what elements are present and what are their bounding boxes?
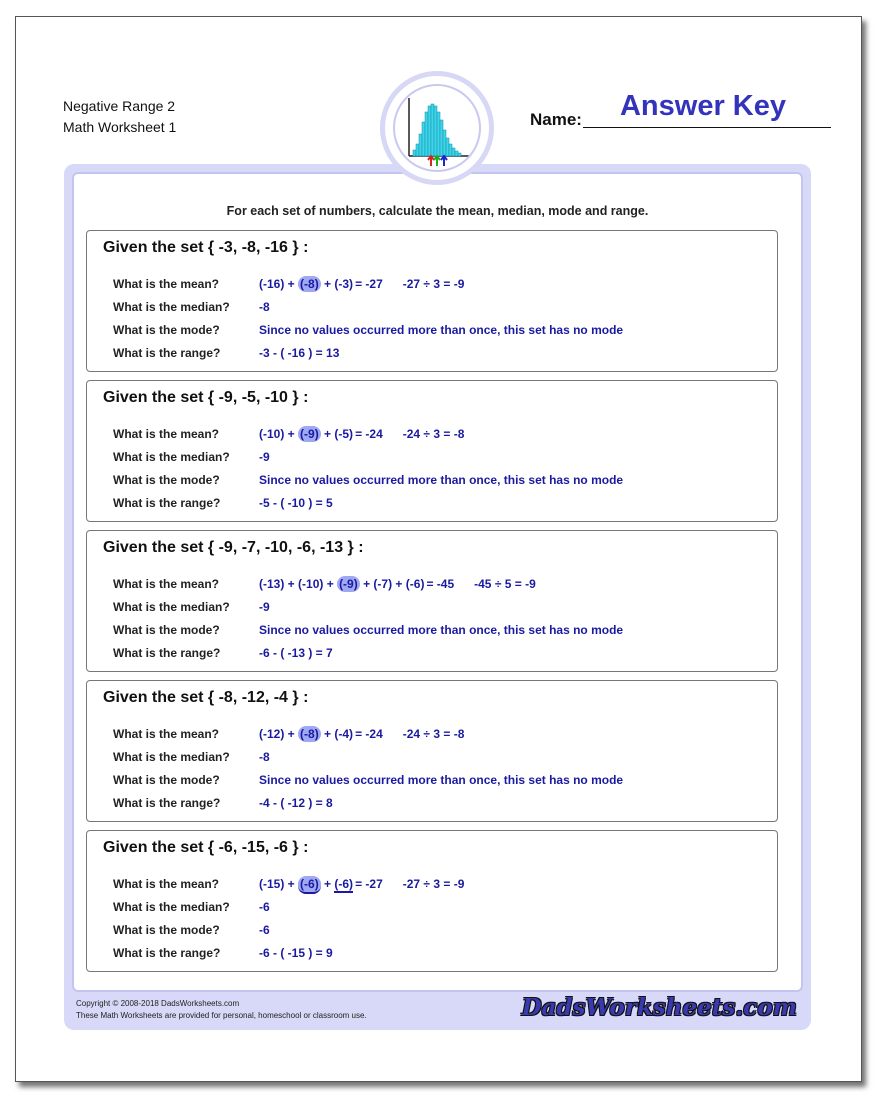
median-question: What is the median? [113, 900, 230, 914]
mean-question: What is the mean? [113, 427, 220, 441]
median-question: What is the median? [113, 750, 230, 764]
mode-question: What is the mode? [113, 923, 220, 937]
range-question: What is the range? [113, 796, 221, 810]
median-answer: -8 [259, 750, 270, 764]
mean-sum: = -24 [355, 727, 383, 741]
range-question: What is the range? [113, 346, 221, 360]
problem-box [86, 830, 778, 972]
median-question: What is the median? [113, 450, 230, 464]
median-question: What is the median? [113, 300, 230, 314]
histogram-icon [395, 86, 479, 170]
problem-box [86, 230, 778, 372]
range-question: What is the range? [113, 646, 221, 660]
usage-notice: These Math Worksheets are provided for personal, homeschool or classroom use. [76, 1011, 367, 1020]
worksheet-body [72, 172, 803, 992]
name-input-line[interactable] [583, 127, 831, 128]
mean-question: What is the mean? [113, 727, 220, 741]
mean-term: (-15) [259, 877, 285, 891]
mean-answer: (-12) + (-8) + (-4) = -24 -24 ÷ 3 = -8 [259, 727, 465, 741]
mean-term: (-9) [339, 577, 358, 591]
range-answer: -3 - ( -16 ) = 13 [259, 346, 340, 360]
range-answer: -4 - ( -12 ) = 8 [259, 796, 333, 810]
mean-division: -27 ÷ 3 = -9 [402, 277, 465, 291]
mean-answer: (-10) + (-9) + (-5) = -24 -24 ÷ 3 = -8 [259, 427, 465, 441]
worksheet-frame [64, 164, 811, 1030]
median-answer: -8 [259, 300, 270, 314]
copyright-text: Copyright © 2008-2018 DadsWorksheets.com [76, 999, 240, 1008]
mean-term: (-8) [300, 277, 319, 291]
mean-question: What is the mean? [113, 877, 220, 891]
mode-question: What is the mode? [113, 323, 220, 337]
mode-answer: Since no values occurred more than once, this set has no mode [259, 323, 624, 337]
median-question: What is the median? [113, 600, 230, 614]
mode-question: What is the mode? [113, 473, 220, 487]
problem-title: Given the set { -9, -7, -10, -6, -13 } : [103, 539, 364, 556]
median-answer: -6 [259, 900, 270, 914]
mean-answer: (-15) + (-6) + (-6) = -27 -27 ÷ 3 = -9 [259, 877, 464, 891]
range-answer: -6 - ( -13 ) = 7 [259, 646, 333, 660]
mode-question: What is the mode? [113, 623, 220, 637]
problem-title: Given the set { -6, -15, -6 } : [103, 839, 309, 856]
mean-term: (-12) [259, 727, 285, 741]
mean-term: (-6) [298, 876, 321, 894]
mean-term: (-10) [259, 427, 285, 441]
footer [76, 998, 367, 1022]
mean-term: (-4) [334, 727, 354, 741]
mean-term: (-7) [373, 577, 393, 591]
range-question: What is the range? [113, 946, 221, 960]
mean-division: -27 ÷ 3 = -9 [402, 877, 465, 891]
mean-sum: = -24 [355, 427, 383, 441]
mean-term: (-10) [298, 577, 324, 591]
mode-question: What is the mode? [113, 773, 220, 787]
mean-term: (-6) [405, 577, 425, 591]
name-label: Name: [530, 110, 582, 129]
mode-answer: Since no values occurred more than once, this set has no mode [259, 773, 624, 787]
mean-term: (-6) [334, 877, 354, 891]
mean-sum: = -45 [426, 577, 455, 591]
mode-answer: Since no values occurred more than once, this set has no mode [259, 473, 624, 487]
problem-title: Given the set { -8, -12, -4 } : [103, 689, 309, 706]
median-answer: -9 [259, 600, 270, 614]
mode-answer: -6 [259, 923, 270, 937]
mean-sum: = -27 [355, 877, 383, 891]
problem-box [86, 680, 778, 822]
mean-division: -45 ÷ 5 = -9 [474, 577, 536, 591]
problem-box [86, 380, 778, 522]
brand-logo: DadsWorksheets.com [521, 994, 797, 1021]
mean-term: (-9) [300, 427, 319, 441]
mean-question: What is the mean? [113, 577, 220, 591]
problem-box [86, 530, 778, 672]
problem-title: Given the set { -3, -8, -16 } : [103, 239, 309, 256]
range-question: What is the range? [113, 496, 221, 510]
mean-sum: = -27 [355, 277, 383, 291]
worksheet-title: Negative Range 2 [63, 98, 176, 114]
problem-title: Given the set { -9, -5, -10 } : [103, 389, 309, 406]
range-answer: -5 - ( -10 ) = 5 [259, 496, 333, 510]
mode-answer: Since no values occurred more than once, this set has no mode [259, 623, 624, 637]
mean-term: (-16) [259, 277, 285, 291]
mean-division: -24 ÷ 3 = -8 [402, 727, 465, 741]
histogram-logo [380, 71, 494, 185]
mean-answer: (-16) + (-8) + (-3) = -27 -27 ÷ 3 = -9 [259, 277, 465, 291]
worksheet-header [63, 96, 176, 138]
mean-answer: (-13) + (-10) + (-9) + (-7) + (-6) = -45 -45 ÷ 5 = -9 [259, 577, 536, 591]
mean-question: What is the mean? [113, 277, 220, 291]
worksheet-subtitle: Math Worksheet 1 [63, 119, 177, 135]
mean-term: (-8) [300, 727, 319, 741]
median-answer: -9 [259, 450, 270, 464]
mean-term: (-3) [334, 277, 354, 291]
answer-key-label: Answer Key [619, 90, 786, 122]
range-answer: -6 - ( -15 ) = 9 [259, 946, 333, 960]
instructions: For each set of numbers, calculate the mean, median, mode and range. [226, 204, 649, 218]
mean-term: (-5) [334, 427, 354, 441]
mean-term: (-13) [259, 577, 285, 591]
mean-division: -24 ÷ 3 = -8 [402, 427, 465, 441]
